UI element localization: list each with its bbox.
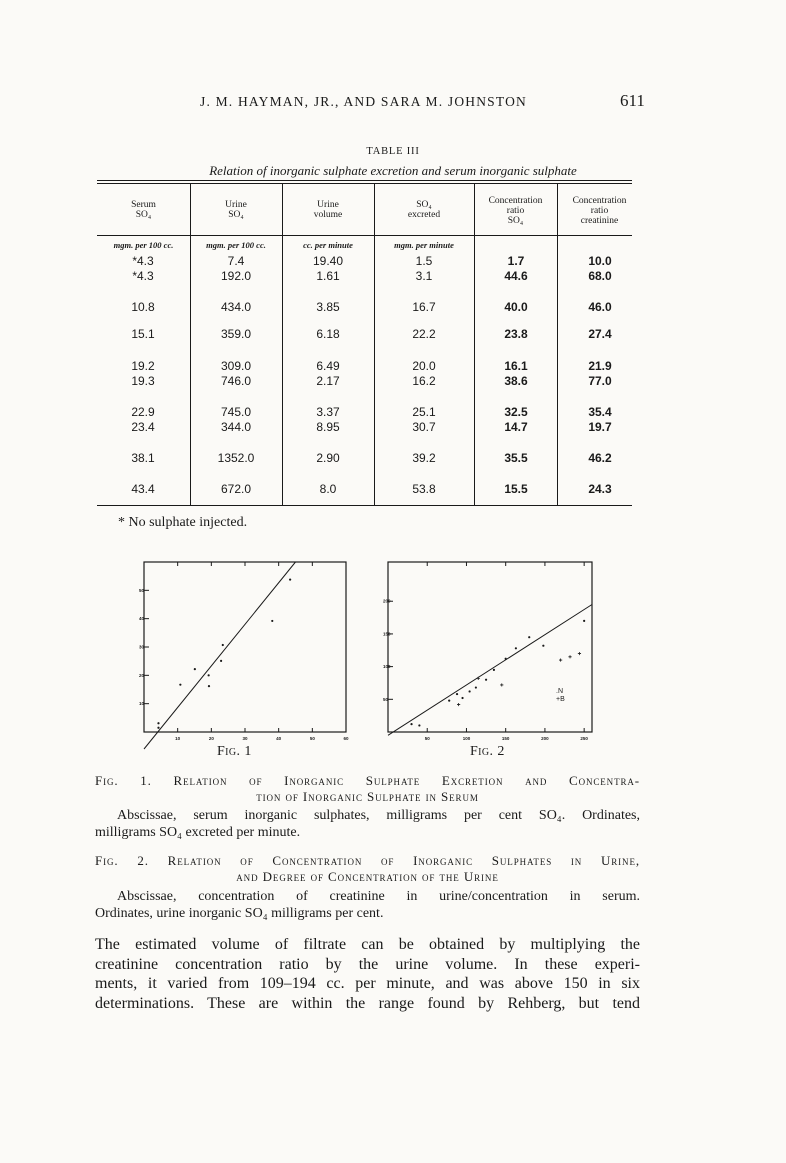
data-point [461,697,463,699]
data-point-b [578,652,581,655]
fig1-caption-text [95,807,640,841]
col-header-line: SO₄ [228,210,244,220]
data-point [515,647,517,649]
figure-1-label: Fig. 1 [217,744,252,759]
page-number: 611 [620,91,645,110]
data-point [179,684,181,686]
data-point [208,674,210,676]
data-point [208,685,210,687]
y-tick-label: 30 [139,644,145,650]
legend-b: +B [556,696,565,703]
table-cell: 44.6 [504,269,528,283]
x-tick-label: 250 [580,736,588,741]
table-cell: 23.4 [131,420,155,434]
caption-line: Abscissae, concentration of creatinine in urine/concentration in serum. [117,889,640,904]
data-point [493,669,495,671]
table-cell: 3.85 [316,300,340,314]
col-header-line: SO₄ [507,216,524,226]
table-cell: 30.7 [412,420,436,434]
col-header-serum-so4 [97,200,190,220]
x-tick-label: 40 [276,736,282,741]
body-paragraph [95,935,640,1013]
table-bottom-rule [97,505,632,506]
table-cell: 43.4 [131,482,155,496]
table-cell: 22.2 [412,327,436,341]
caption-line: and Degree of Concentration of the Urine [236,869,499,884]
y-tick-label: 100 [383,664,391,670]
col-header-conc-ratio-creatinine [557,196,642,226]
data-point [410,723,412,725]
table-cell: 192.0 [220,269,252,283]
data-point [194,668,196,670]
table-label: TABLE III [366,146,420,157]
col-header-line: excreted [407,210,441,220]
table-cell: 672.0 [220,482,252,496]
x-tick-label: 150 [501,736,510,741]
caption-line: Abscissae, serum inorganic sulphates, milligrams per cent SO₄. Ordinates, [117,808,640,823]
table-cell: 10.0 [588,254,612,268]
unit-label: mgm. per 100 cc. [206,240,266,250]
col-header-line: Urine [225,200,247,210]
y-tick-label: 10 [139,701,145,707]
table-cell: 6.49 [316,359,340,373]
col-header-line: Concentration [488,196,543,206]
table-cell: 19.2 [131,359,155,373]
col-header-line: creatinine [580,216,619,226]
table-footnote: * No sulphate injected. [118,515,248,530]
unit-label: mgm. per minute [394,240,454,250]
data-point [528,636,530,638]
fit-line [388,605,592,736]
table-cell: 6.18 [316,327,340,341]
col-header-line: ratio [506,206,525,216]
table-cell: 745.0 [220,405,252,419]
table-cell: 746.0 [220,374,252,388]
table-cell: 8.95 [316,420,340,434]
data-point [475,686,477,688]
table-cell: 35.5 [504,451,528,465]
col-header-line: Urine [317,200,339,210]
y-tick-label: 20 [139,672,145,678]
table-cell: *4.3 [132,269,154,283]
table-cell: 7.4 [227,254,245,268]
table-cell: 15.1 [131,327,155,341]
fig2-caption-title [95,853,640,885]
y-tick-label: 50 [139,587,145,593]
data-point-b [457,703,460,706]
table-cell: 23.8 [504,327,528,341]
table-cell: 15.5 [504,482,528,496]
caption-line: Fig. 2. Relation of Concentration of Inorganic Sulphates in Urine, [95,853,640,868]
data-point [583,620,585,622]
table-cell: 20.0 [412,359,436,373]
body-line: determinations. These are within the range found by Rehberg, but tend [95,994,640,1012]
y-tick-label: 150 [383,631,391,637]
x-tick-label: 50 [309,736,315,741]
table-cell: 16.7 [412,300,436,314]
table-cell: 39.2 [412,451,436,465]
data-point [505,658,507,660]
table-cell: 2.90 [316,451,340,465]
data-point-b [568,655,571,658]
data-point [271,620,273,622]
data-point [485,679,487,681]
legend-n: .N [556,688,563,695]
fig1-caption-title [95,773,640,805]
data-point [222,644,224,646]
table-cell: 3.1 [415,269,433,283]
y-tick-label: 200 [383,598,391,604]
table-cell: 27.4 [588,327,612,341]
x-tick-label: 200 [541,736,549,741]
table-cell: 46.0 [588,300,612,314]
fig2-caption-text [95,888,640,922]
table-cell: 21.9 [588,359,612,373]
table-cell: 25.1 [412,405,436,419]
data-point [542,645,544,647]
table-top-rule [97,180,632,181]
table-cell: 40.0 [504,300,528,314]
table-cell: 46.2 [588,451,612,465]
table-cell: *4.3 [132,254,154,268]
unit-label: cc. per minute [303,240,353,250]
table-cell: 1352.0 [217,451,255,465]
table-cell: 16.2 [412,374,436,388]
body-line: The estimated volume of filtrate can be obtained by multiplying the [95,936,640,953]
table-cell: 344.0 [220,420,252,434]
table-cell: 309.0 [220,359,252,373]
col-header-line: ratio [590,206,609,216]
fit-line [144,562,296,749]
unit-label: mgm. per 100 cc. [113,240,174,250]
table-cell: 35.4 [588,405,612,419]
table-cell: 19.40 [312,254,344,268]
data-point [418,724,420,726]
table-cell: 14.7 [504,420,528,434]
col-header-line: Serum [131,200,156,210]
table-cell: 22.9 [131,405,155,419]
table-cell: 38.1 [131,451,155,465]
body-line: creatinine concentration ratio by the urine volume. In these experi- [95,955,640,973]
caption-line: tion of Inorganic Sulphate in Serum [256,789,479,804]
table-cell: 1.61 [316,269,340,283]
col-header-conc-ratio-so4 [474,196,557,226]
plot-frame [388,562,592,732]
plot-frame [144,562,346,732]
data-point [220,660,222,662]
table-cell: 24.3 [588,482,612,496]
table-cell: 32.5 [504,405,528,419]
data-point [448,700,450,702]
col-header-line: Concentration [572,196,627,206]
data-point [469,690,471,692]
table-cell: 19.7 [588,420,612,434]
x-tick-label: 100 [462,736,471,741]
table-cell: 19.3 [131,374,155,388]
figure-1-plot [139,558,350,741]
table-cell: 434.0 [220,300,252,314]
table-cell: 1.7 [507,254,525,268]
caption-line: Ordinates, urine inorganic SO₄ milligrams per cent. [95,906,384,921]
data-point [456,693,458,695]
col-header-line: SO₄ [135,210,152,220]
table-cell: 2.17 [316,374,340,388]
header-authors: J. M. HAYMAN, JR., AND SARA M. JOHNSTON [200,94,527,109]
data-table [0,0,786,520]
table-cell: 3.37 [316,405,340,419]
table-cell: 10.8 [131,300,155,314]
table-cell: 16.1 [504,359,528,373]
data-point [157,727,159,729]
caption-line: milligrams SO₄ excreted per minute. [95,825,301,840]
figure-2-label: Fig. 2 [470,744,505,759]
data-point [289,578,291,580]
col-header-so4-excreted [374,200,474,220]
table-top-rule-2 [97,183,632,184]
y-tick-label: 40 [139,616,145,622]
table-cell: 8.0 [319,482,337,496]
table-header-rule [97,235,632,236]
table-cell: 1.5 [415,254,433,268]
data-point-b [500,683,503,686]
data-point-b [559,658,562,661]
table-cell: 359.0 [220,327,252,341]
body-line: ments, it varied from 109–194 cc. per minute, and was above 150 in six [95,975,640,992]
x-tick-label: 30 [242,736,248,741]
data-point [157,722,159,724]
x-tick-label: 10 [175,736,181,741]
table-cell: 53.8 [412,482,436,496]
table-cell: 68.0 [588,269,612,283]
y-tick-label: 50 [383,696,389,702]
table-caption: Relation of inorganic sulphate excretion and serum inorganic sulphate [209,163,577,178]
table-cell: 38.6 [504,374,528,388]
col-header-line: SO₄ [416,200,432,210]
col-divider [374,183,375,505]
col-header-line: volume [313,210,343,220]
table-cell: 77.0 [588,374,612,388]
col-header-urine-volume [282,200,374,220]
caption-line: Fig. 1. Relation of Inorganic Sulphate Excretion and Concentra- [95,773,640,788]
x-tick-label: 50 [424,736,430,741]
x-tick-label: 20 [208,736,214,741]
col-header-urine-so4 [190,200,282,220]
x-tick-label: 60 [343,736,349,741]
figure-2-plot [383,558,596,741]
